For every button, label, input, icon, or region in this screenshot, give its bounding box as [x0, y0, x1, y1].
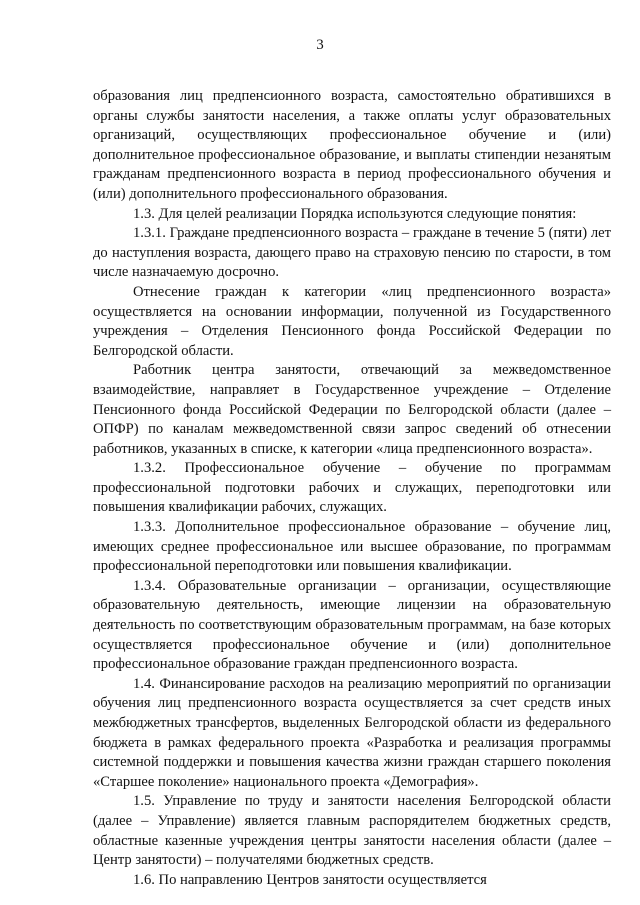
document-body: [93, 87, 611, 890]
paragraph-employee-request: Работник центра занятости, отвечающий за межведомственное взаимодействие, направляет в Государственное учреждение – Отделение Пенсионного фонда Российской Федерации по Белгородской области (далее – ОПФР) по каналам межведомственной связи запрос сведений об отнесении работников, указанных в списке, к категории «лица предпенсионного возраста».: [93, 362, 611, 457]
paragraph-1-3-1: 1.3.1. Граждане предпенсионного возраста – граждане в течение 5 (пяти) лет до наступления возраста, дающего право на страховую пенсию по старости, в том числе назначаемую досрочно.: [93, 225, 611, 281]
paragraph-continuation: образования лиц предпенсионного возраста, самостоятельно обратившихся в органы службы занятости населения, а также оплаты услуг образовательных организаций, осуществляющих профессиональное обучение и (или) дополнительное профессиональное образование, и выплаты стипендии незанятым гражданам предпенсионного возраста в период профессионального обучения и (или) дополнительного профессионального образования.: [93, 88, 611, 202]
paragraph-1-4: 1.4. Финансирование расходов на реализацию мероприятий по организации обучения лиц предпенсионного возраста осуществляется за счет средств иных межбюджетных трансфертов, выделенных Белгородской области из федерального бюджета в рамках федерального проекта «Разработка и реализация программы системной поддержки и повышения качества жизни граждан старшего поколения «Старшее поколение» национального проекта «Демография».: [93, 675, 611, 790]
paragraph-1-3-3: 1.3.3. Дополнительное профессиональное образование – обучение лиц, имеющих среднее профессиональное или высшее образование, по программам профессиональной переподготовки или повышения квалификации.: [93, 519, 611, 575]
paragraph-category-assignment: Отнесение граждан к категории «лиц предпенсионного возраста» осуществляется на основании информации, полученной из Государственного учреждения – Отделения Пенсионного фонда Российской Федерации по Белгородской области.: [93, 283, 611, 359]
paragraph-1-3-4: 1.3.4. Образовательные организации – организации, осуществляющие образовательную деятельность, имеющие лицензии на образовательную деятельность по соответствующим образовательным программам, на базе которых осуществляется профессиональное обучение и (или) дополнительное профессиональное образование граждан предпенсионного возраста.: [93, 577, 611, 673]
paragraph-1-3-2: 1.3.2. Профессиональное обучение – обучение по программам профессиональной подготовки рабочих и служащих, переподготовки или повышения квалификации рабочих, служащих.: [93, 460, 611, 516]
page-number: 3: [316, 37, 324, 53]
paragraph-1-6: 1.6. По направлению Центров занятости осуществляется: [133, 871, 487, 888]
paragraph-1-3: 1.3. Для целей реализации Порядка используются следующие понятия:: [133, 205, 577, 222]
paragraph-1-5: 1.5. Управление по труду и занятости населения Белгородской области (далее – Управление) является главным распорядителем бюджетных средств, областные казенные учреждения центры занятости населения области (далее – Центр занятости) – получателями бюджетных средств.: [93, 793, 611, 869]
